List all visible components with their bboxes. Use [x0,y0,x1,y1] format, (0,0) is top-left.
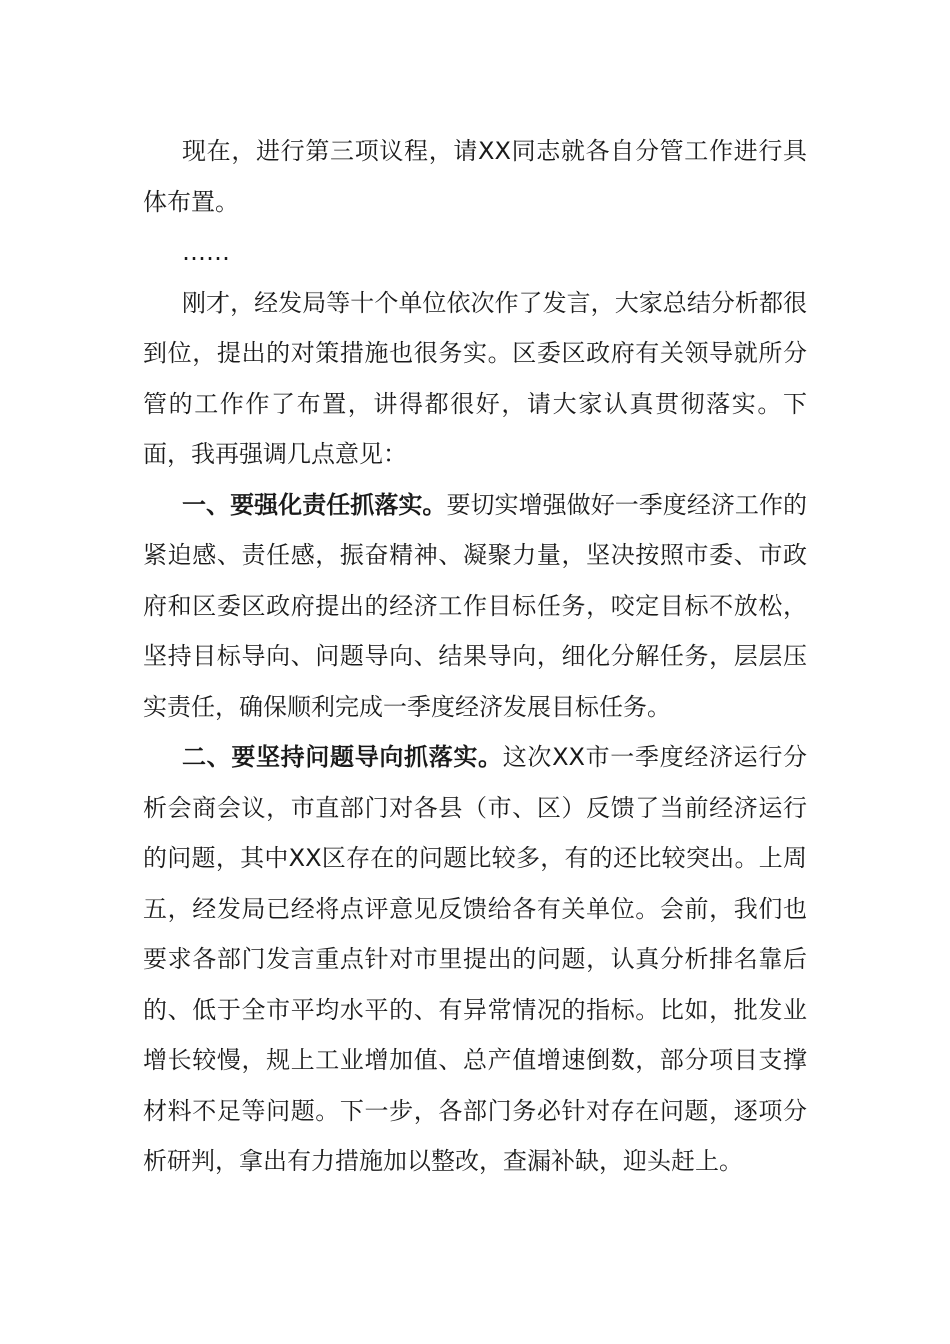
paragraph-text: 这次XX市一季度经济运行分析会商会议，市直部门对各县（市、区）反馈了当前经济运行的问题，其中XX区存在的问题比较多，有的还比较突出。上周五，经发局已经将点评意见反馈给各有关单位。会前，我们也要求各部门发言重点针对市里提出的问题，认真分析排名靠后的、低于全市平均水平的、有异常情况的指标。比如，批发业增长较慢，规上工业增加值、总产值增速倒数，部分项目支撑材料不足等问题。下一步，各部门务必针对存在问题，逐项分析研判，拿出有力措施加以整改，查漏补缺，迎头赶上。 [143,743,807,1175]
paragraph-summary [143,278,807,480]
paragraph-text: 要切实增强做好一季度经济工作的紧迫感、责任感，振奋精神、凝聚力量，坚决按照市委、市政府和区委区政府提出的经济工作目标任务，咬定目标不放松，坚持目标导向、问题导向、结果导向，细化分解任务，层层压实责任，确保顺利完成一季度经济发展目标任务。 [143,490,808,721]
paragraph-text: 现在，进行第三项议程，请XX同志就各自分管工作进行具体布置。 [143,137,807,216]
document-body [143,126,807,1187]
paragraph-lead: 一、要强化责任抓落实。 [182,490,447,519]
paragraph-text: …… [182,238,230,266]
paragraph-agenda [143,126,807,227]
paragraph-point-two [143,732,807,1187]
paragraph-text: 刚才，经发局等十个单位依次作了发言，大家总结分析都很到位，提出的对策措施也很务实。区委区政府有关领导就所分管的工作作了布置，讲得都很好，请大家认真贯彻落实。下面，我再强调几点意见： [143,288,807,468]
paragraph-lead: 二、要坚持问题导向抓落实。 [182,743,503,771]
paragraph-ellipsis [143,227,807,278]
paragraph-point-one [143,480,807,733]
